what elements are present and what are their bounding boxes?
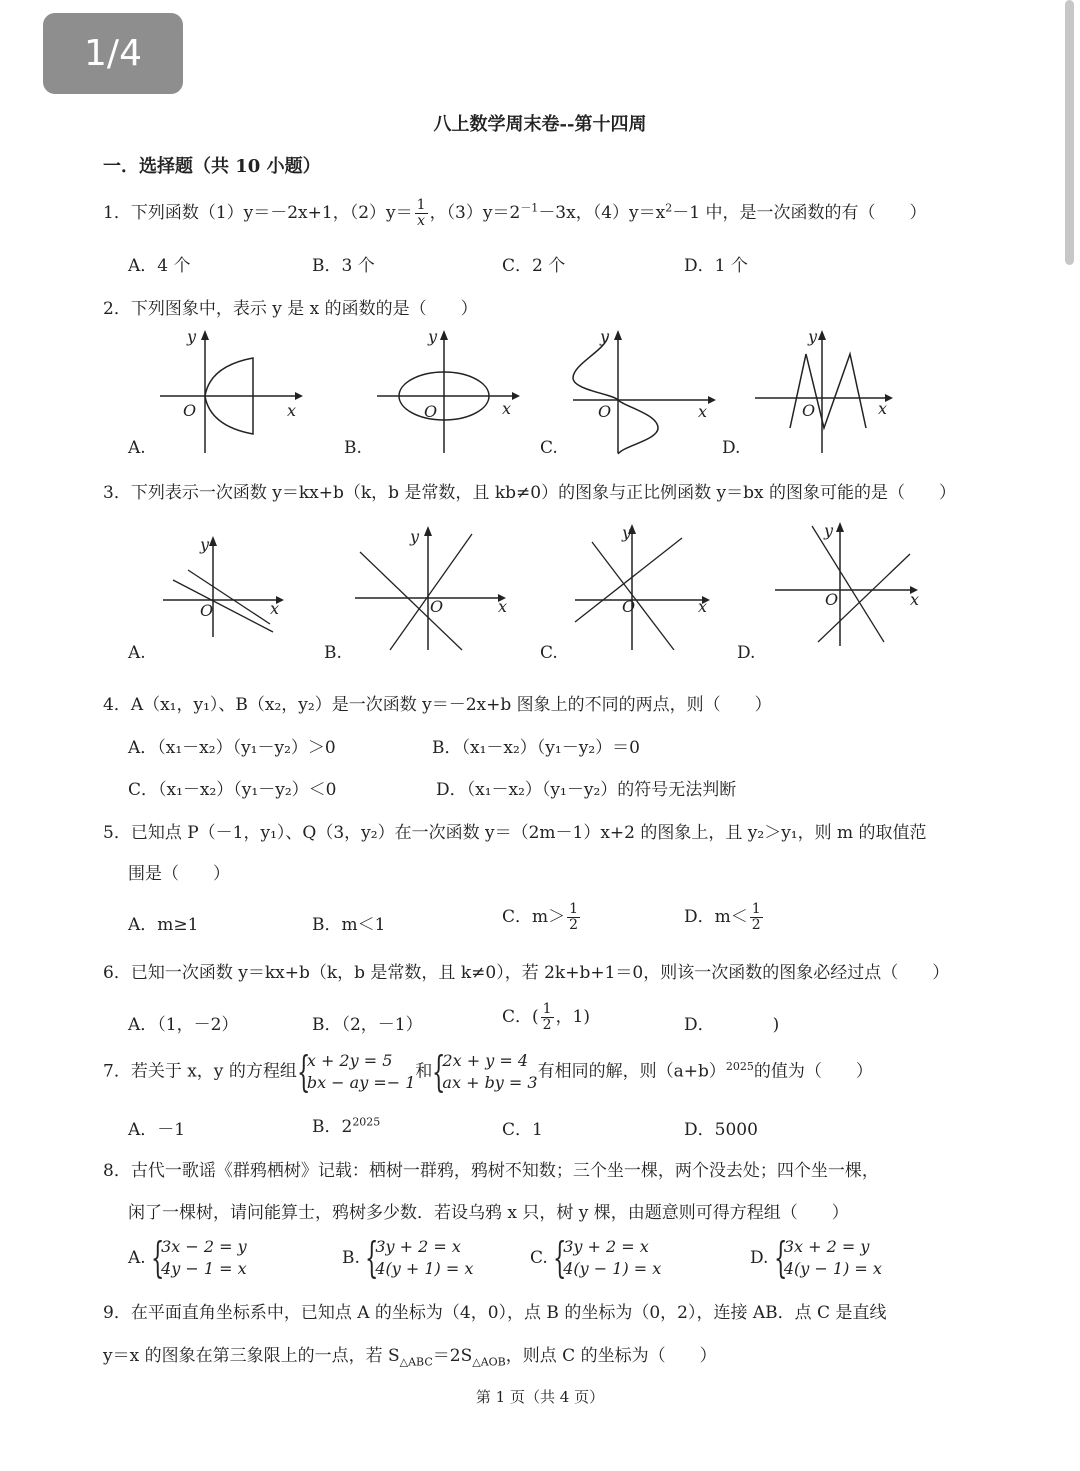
q9-stem-line2: y＝x 的图象在第三象限上的一点，若 $S_{\triangle ABC}=2S_{\triangle AOB}$，则点 C 的坐标为（ ）: [103, 1346, 717, 1369]
page-footer: 第 1 页（共 4 页）: [475, 1388, 605, 1406]
q1-option-b: B．3 个: [312, 256, 375, 276]
svg-text:y: y: [600, 328, 610, 346]
q7-option-a: A．－1: [128, 1120, 186, 1140]
q3-stem: 3．下列表示一次函数 y＝kx+b（k，b 是常数，且 kb≠0）的图象与正比例函数 y＝bx 的图象可能的是（ ）: [103, 483, 956, 503]
svg-text:O: O: [200, 601, 214, 620]
svg-text:O: O: [183, 401, 197, 420]
svg-text:y: y: [410, 527, 420, 546]
q5-stem-line1: 5．已知点 P（－1，y₁）、Q（3，y₂）在一次函数 y＝（2m－1）x+2 的图象上，且 y₂＞y₁，则 m 的取值范: [103, 823, 927, 843]
q3-graph-d: [770, 518, 930, 648]
q7-system-1: { x + 2y = 5 bx − ay =− 1: [296, 1047, 416, 1096]
svg-text:y: y: [824, 521, 834, 540]
svg-text:y: y: [622, 523, 632, 542]
svg-text:x: x: [878, 399, 888, 418]
svg-text:x: x: [287, 401, 297, 420]
q8-stem-line2: 闲了一棵树，请问能算士，鸦树多少数．若设乌鸦 x 只，树 y 棵，由题意则可得方程组（ ）: [128, 1203, 849, 1223]
q2-graph-c: [568, 328, 718, 458]
svg-text:O: O: [622, 597, 636, 616]
q3-graph-c: [570, 520, 720, 650]
svg-text:O: O: [430, 597, 444, 616]
q7-system-2: { 2x + y = 4 ax + by = 3: [432, 1047, 538, 1096]
page-title: 八上数学周末卷--第十四周: [433, 114, 647, 135]
svg-text:x: x: [270, 599, 280, 618]
q5-option-d: D．m＜ $\frac{1}{2}$: [684, 901, 761, 933]
q3-label-c: C.: [540, 643, 558, 663]
q4-option-a: A．（x₁－x₂）（y₁－y₂）＞0: [128, 738, 336, 758]
svg-text:x: x: [698, 597, 708, 616]
q6-option-c: C．( $\frac{1}{2}$ ，1): [502, 1001, 591, 1033]
svg-text:x: x: [698, 402, 708, 421]
q8-option-d: D. { 3x + 2 = y 4(y − 1) = x: [750, 1233, 882, 1282]
q3-graph-b: [350, 522, 510, 652]
q4-option-b: B．（x₁－x₂）（y₁－y₂）＝0: [432, 738, 640, 758]
svg-text:O: O: [424, 402, 438, 421]
svg-text:O: O: [825, 590, 839, 609]
q2-graph-d: [750, 328, 900, 458]
q1-option-c: C．2 个: [502, 256, 566, 276]
q2-label-b: B.: [344, 438, 362, 458]
q8-option-c: C. { 3y + 2 = x 4(y − 1) = x: [530, 1233, 662, 1282]
q5-option-a: A．m≥1: [128, 915, 199, 935]
svg-text:x: x: [502, 399, 512, 418]
q6-option-b: B．（2，－1）: [312, 1015, 423, 1035]
q4-option-d: D．（x₁－x₂）（y₁－y₂）的符号无法判断: [436, 780, 737, 800]
svg-text:O: O: [598, 402, 612, 421]
scrollbar[interactable]: [1064, 0, 1080, 1471]
svg-text:x: x: [910, 590, 920, 609]
q4-stem: 4．A（x₁，y₁）、B（x₂，y₂）是一次函数 y＝－2x+b 图象上的不同的两点，则（ ）: [103, 695, 772, 715]
q1-option-a: A．4 个: [128, 256, 191, 276]
svg-text:O: O: [802, 401, 816, 420]
q3-label-b: B.: [324, 643, 342, 663]
svg-text:y: y: [428, 328, 438, 346]
q6-option-d: D． ): [684, 1015, 780, 1035]
q7-option-c: C．1: [502, 1120, 543, 1140]
q8-stem-line1: 8．古代一歌谣《群鸦栖树》记载：栖树一群鸦，鸦树不知数；三个坐一棵，两个没去处；四个坐一棵，: [103, 1161, 879, 1181]
q1-option-d: D．1 个: [684, 256, 748, 276]
q2-label-d: D.: [722, 438, 741, 458]
q7-stem: 7．若关于 x，y 的方程组 { x + 2y = 5 bx − ay =− 1 和 { 2x + y = 4 ax + by = 3 有相同的解，则$(a+b)^{2025}$的值为（ ）: [103, 1047, 873, 1096]
q3-label-a: A.: [128, 643, 146, 663]
svg-text:y: y: [187, 328, 197, 346]
q6-stem: 6．已知一次函数 y＝kx+b（k，b 是常数，且 k≠0），若 2k+b+1＝0，则该一次函数的图象必经过点（ ）: [103, 963, 950, 983]
q9-stem-line1: 9．在平面直角坐标系中，已知点 A 的坐标为（4，0），点 B 的坐标为（0，2），连接 AB．点 C 是直线: [103, 1303, 887, 1323]
q2-graph-b: [372, 328, 522, 458]
page-indicator[interactable]: 1/4: [43, 13, 183, 94]
q7-option-d: D．5000: [684, 1120, 758, 1140]
q5-option-c: C．m＞ $\frac{1}{2}$: [502, 901, 579, 933]
q3-label-d: D.: [737, 643, 756, 663]
q7-option-b: B．$2^{2025}$: [312, 1115, 381, 1137]
q5-stem-line2: 围是（ ）: [128, 864, 230, 884]
q2-graph-a: [155, 328, 305, 458]
q8-option-a: A. { 3x − 2 = y 4y − 1 = x: [128, 1233, 247, 1282]
q8-option-b: B. { 3y + 2 = x 4(y + 1) = x: [342, 1233, 474, 1282]
q5-option-b: B．m＜1: [312, 915, 386, 935]
svg-text:y: y: [808, 328, 818, 346]
section-heading: 一．选择题（共 10 小题）: [103, 156, 321, 177]
q2-stem: 2．下列图象中，表示 y 是 x 的函数的是（ ）: [103, 299, 478, 319]
q3-graph-a: [158, 532, 288, 642]
q2-label-c: C.: [540, 438, 558, 458]
q6-option-a: A．（1，－2）: [128, 1015, 239, 1035]
svg-text:y: y: [200, 535, 210, 554]
q1-stem: 1．下列函数（1）y＝－2x+1，（2）y＝ $\frac{1}{x}$ ，$(3)y=2^{-1}-3x$，$(4)y=x^2-1$ 中，是一次函数的有（ ）: [103, 197, 927, 229]
q2-label-a: A.: [128, 438, 146, 458]
q4-option-c: C．（x₁－x₂）（y₁－y₂）＜0: [128, 780, 337, 800]
svg-text:x: x: [498, 597, 508, 616]
